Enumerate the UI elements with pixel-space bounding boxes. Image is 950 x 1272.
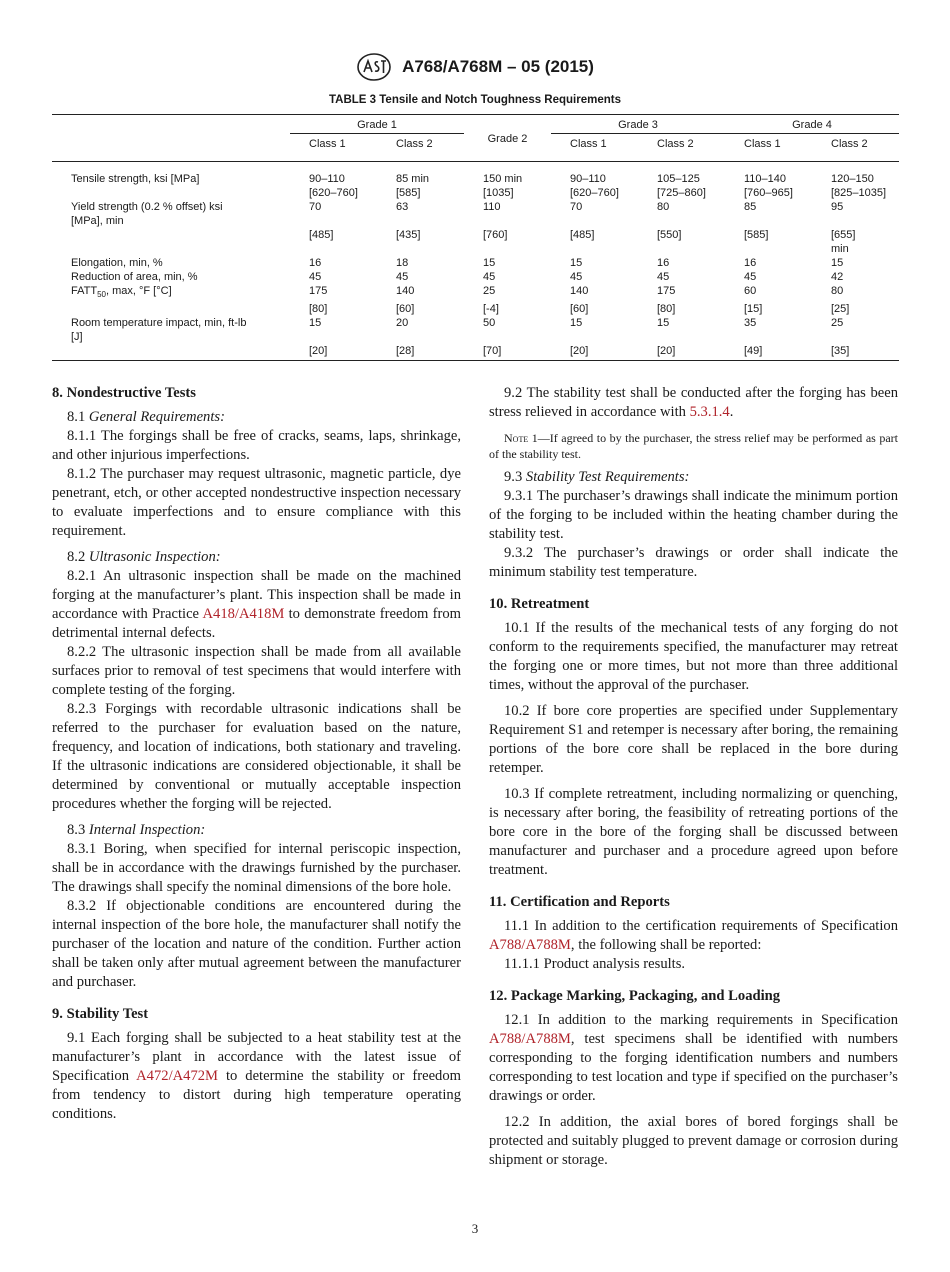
table-cell: 90–110	[570, 173, 606, 185]
class-header: Class 1	[290, 134, 377, 162]
section-heading: 11. Certification and Reports	[489, 894, 670, 910]
class-header: Class 1	[725, 134, 812, 162]
reference-link[interactable]: A418/A418M	[202, 606, 285, 622]
class-header: Class 2	[377, 134, 464, 162]
table-cell: 45	[570, 271, 583, 283]
table-cell: [585]	[396, 187, 421, 199]
table-cell: 45	[744, 271, 757, 283]
table-cell: 110–140	[744, 173, 787, 185]
paragraph: 9.3.2 The purchaser’s drawings or order shall indicate the minimum stability test temperature.	[489, 545, 898, 580]
paragraph: 10.3 If complete retreatment, including normalizing or quenching, is necessary after boring, the feasibility of retreating portions of the bore core in the bore of the forging shall be discussed between manufacturer and purchaser and a procedure agreed upon before treatment.	[489, 786, 898, 878]
table-cell: [49]	[725, 344, 812, 361]
group-header: Grade 2	[464, 115, 551, 162]
row-label: Elongation, min, %	[71, 257, 163, 269]
table-cell: [20]	[551, 344, 638, 361]
right-column	[489, 384, 898, 1170]
table-row	[52, 228, 899, 242]
table-row	[52, 302, 899, 316]
table-cell: 80	[657, 201, 670, 213]
table-cell: [760–965]	[744, 187, 793, 199]
table-cell: 45	[483, 271, 496, 283]
group-header: Grade 3	[551, 115, 725, 134]
table-cell: 85 min	[396, 173, 430, 185]
row-label: Tensile strength, ksi [MPa]	[71, 173, 200, 185]
paragraph: 8.2.1 An ultrasonic inspection shall be made on the machined forging at the manufacturer’s plant. This inspection shall be made in accordance with Practice A418/A418M to demonstrate freedom from detrimental internal defects.	[52, 568, 462, 641]
table-cell: 63	[396, 201, 409, 213]
table-cell: 95	[831, 201, 844, 213]
table-cell: 18	[396, 257, 409, 269]
paragraph: 10.1 If the results of the mechanical tests of any forging do not conform to the requirements specified, the manufacturer may retreat the forging one or more times, but not more than three additional times, without the approval of the purchaser.	[489, 620, 898, 693]
table-row	[52, 270, 899, 284]
section-heading: 9. Stability Test	[52, 1006, 149, 1022]
requirements-table	[52, 114, 899, 361]
table-cell: 16	[309, 257, 322, 269]
table-cell: [760]	[483, 229, 508, 241]
table-cell: [485]	[570, 229, 595, 241]
section-heading: 12. Package Marking, Packaging, and Loading	[489, 988, 781, 1004]
table-row	[52, 214, 899, 228]
table-cell: [60]	[570, 303, 589, 316]
standard-designation: A768/A768M – 05 (2015)	[402, 57, 594, 76]
table-cell: [435]	[396, 229, 421, 241]
row-label: Reduction of area, min, %	[71, 271, 198, 283]
paragraph: 8.2 Ultrasonic Inspection:	[67, 549, 221, 565]
table-cell: 15	[657, 317, 670, 330]
table-cell: [620–760]	[570, 187, 619, 199]
table-cell: [80]	[657, 303, 676, 316]
table-cell: 85	[744, 201, 757, 213]
table-cell: [620–760]	[309, 187, 358, 199]
table-cell: [80]	[309, 303, 328, 316]
table-cell: 15	[570, 257, 583, 269]
table-row	[52, 284, 899, 302]
table-cell: 15	[570, 317, 583, 330]
astm-logo-icon	[356, 52, 392, 82]
table-row	[52, 316, 899, 330]
table-cell: [1035]	[483, 187, 514, 199]
table-cell: min	[831, 243, 849, 255]
table-cell: 80	[831, 285, 844, 297]
table-cell: 120–150	[831, 173, 874, 185]
paragraph: 12.2 In addition, the axial bores of bored forgings shall be protected and suitably plugged to prevent damage or corrosion during shipment or storage.	[489, 1114, 898, 1168]
table-cell: [655]	[831, 229, 856, 241]
reference-link[interactable]: 5.3.1.4	[689, 404, 730, 420]
reference-link[interactable]: A472/A472M	[136, 1068, 219, 1084]
table-row	[52, 162, 899, 187]
table-cell: 140	[396, 285, 415, 297]
paragraph: 9.3 Stability Test Requirements:	[504, 469, 690, 485]
table-cell: 35	[744, 317, 757, 330]
table-cell: [70]	[464, 344, 551, 361]
table-cell: 60	[744, 285, 757, 297]
row-label: [J]	[71, 331, 83, 344]
table-cell: 15	[309, 317, 322, 330]
table-cell: [25]	[831, 303, 850, 316]
table-row	[52, 200, 899, 214]
left-column	[52, 384, 461, 1124]
table-cell: [485]	[309, 229, 334, 241]
table-row	[52, 344, 899, 361]
table-group-header	[52, 115, 899, 134]
table-cell: [28]	[377, 344, 464, 361]
table-cell: 110	[483, 201, 501, 213]
group-header: Grade 4	[725, 115, 899, 134]
table-cell: 70	[570, 201, 583, 213]
paragraph: 8.1 General Requirements:	[67, 409, 225, 425]
page-number: 3	[471, 1221, 479, 1236]
table-cell: [60]	[396, 303, 415, 316]
paragraph: 8.3.2 If objectionable conditions are encountered during the internal inspection of the bore hole, the manufacturer shall notify the purchaser of the location and nature of the condition. Further action shall be taken only after mutual agreement between the manufacturer and purchaser.	[52, 898, 461, 990]
table-cell: 175	[309, 285, 328, 297]
table-cell: 25	[831, 317, 844, 330]
class-header: Class 1	[551, 134, 638, 162]
reference-link[interactable]: A788/A788M	[489, 937, 571, 953]
table-cell: [35]	[812, 344, 899, 361]
table-cell: [20]	[290, 344, 377, 361]
table-cell: 50	[483, 317, 496, 330]
paragraph: 8.3 Internal Inspection:	[67, 822, 206, 838]
paragraph: 8.1.2 The purchaser may request ultrasonic, magnetic particle, dye penetrant, etch, or other accepted nondestructive inspection necessary to evaluate imperfections and to ensure compliance with this requirement.	[52, 466, 461, 539]
table-row	[52, 256, 899, 270]
section-heading: 8. Nondestructive Tests	[52, 385, 196, 401]
note: Note 1—If agreed to by the purchaser, the stress relief may be performed as part of the stability test.	[489, 431, 899, 461]
table-cell: 45	[396, 271, 409, 283]
paragraph: 9.2 The stability test shall be conducted after the forging has been stress relieved in accordance with 5.3.1.4.	[489, 385, 898, 420]
table-cell: 150 min	[483, 173, 523, 185]
table-cell: 20	[396, 317, 409, 330]
paragraph: 12.1 In addition to the marking requirements in Specification A788/A788M, test specimens shall be identified with numbers corresponding to the forging identification numbers and numbers corresponding to test location and type if specified on the purchaser’s drawings or order.	[489, 1012, 898, 1104]
table-cell: 42	[831, 271, 844, 283]
table-cell: 45	[309, 271, 322, 283]
table-cell: [15]	[744, 303, 763, 316]
class-header: Class 2	[638, 134, 725, 162]
table-cell: [20]	[638, 344, 725, 361]
table-cell: 70	[309, 201, 322, 213]
table-cell: 140	[570, 285, 589, 297]
paragraph: 8.2.2 The ultrasonic inspection shall be made from all available surfaces prior to removal of test specimens that would interfere with complete testing of the forging.	[52, 644, 461, 698]
page-header	[0, 52, 950, 82]
paragraph: 11.1 In addition to the certification requirements of Specification A788/A788M, the following shall be reported:	[489, 918, 898, 953]
section-heading: 10. Retreatment	[489, 596, 590, 612]
table-cell: [825–1035]	[831, 187, 887, 199]
row-label: Room temperature impact, min, ft-lb	[71, 317, 247, 330]
row-label: Yield strength (0.2 % offset) ksi	[71, 201, 223, 213]
row-label: [MPa], min	[71, 215, 124, 227]
paragraph: 11.1.1 Product analysis results.	[504, 956, 686, 972]
paragraph: 8.1.1 The forgings shall be free of cracks, seams, laps, shrinkage, and other injurious imperfections.	[52, 428, 461, 463]
table-row	[52, 242, 899, 256]
table-cell: 90–110	[309, 173, 345, 185]
table-cell: [725–860]	[657, 187, 706, 199]
table-cell: 15	[483, 257, 496, 269]
table-cell: [585]	[744, 229, 769, 241]
table-cell: 105–125	[657, 173, 700, 185]
paragraph: 8.3.1 Boring, when specified for internal periscopic inspection, shall be in accordance with the drawings furnished by the purchaser. The drawings shall specify the nominal dimensions of the bore hole.	[52, 841, 461, 895]
row-label: $FATT_{50}$, max, °F [°C]	[71, 285, 172, 300]
class-header: Class 2	[812, 134, 899, 162]
table-caption: TABLE 3 Tensile and Notch Toughness Requirements	[328, 94, 621, 106]
table-cell: 15	[831, 257, 844, 269]
reference-link[interactable]: A788/A788M	[489, 1031, 571, 1047]
table-row	[52, 330, 899, 344]
table-cell: 16	[657, 257, 670, 269]
paragraph: 9.3.1 The purchaser’s drawings shall indicate the minimum portion of the forging to be included within the heating chamber during the stability test.	[489, 488, 898, 542]
table-cell: [-4]	[483, 303, 499, 316]
table-cell: [550]	[657, 229, 682, 241]
paragraph: 10.2 If bore core properties are specified under Supplementary Requirement S1 and retemper is necessary after boring, the remaining portions of the bore core shall be replaced in the bore during retemper.	[489, 703, 898, 776]
table-cell: 25	[483, 285, 496, 297]
paragraph: 8.2.3 Forgings with recordable ultrasonic indications shall be referred to the purchaser for evaluation based on the nature, frequency, and location of indications, both stationary and traveling. If the ultrasonic indications are considered objectionable, it shall be determined by conventional or mutually acceptable inspection procedures whether the forging will be rejected.	[52, 701, 461, 812]
table-cell: 175	[657, 285, 676, 297]
paragraph: 9.1 Each forging shall be subjected to a heat stability test at the manufacturer’s plant in accordance with the latest issue of Specification A472/A472M to determine the stability or freedom from tendency to distort during high temperature operating conditions.	[52, 1030, 462, 1122]
table-row	[52, 186, 899, 200]
group-header: Grade 1	[290, 115, 464, 134]
table-cell: 16	[744, 257, 757, 269]
table-cell: 45	[657, 271, 670, 283]
